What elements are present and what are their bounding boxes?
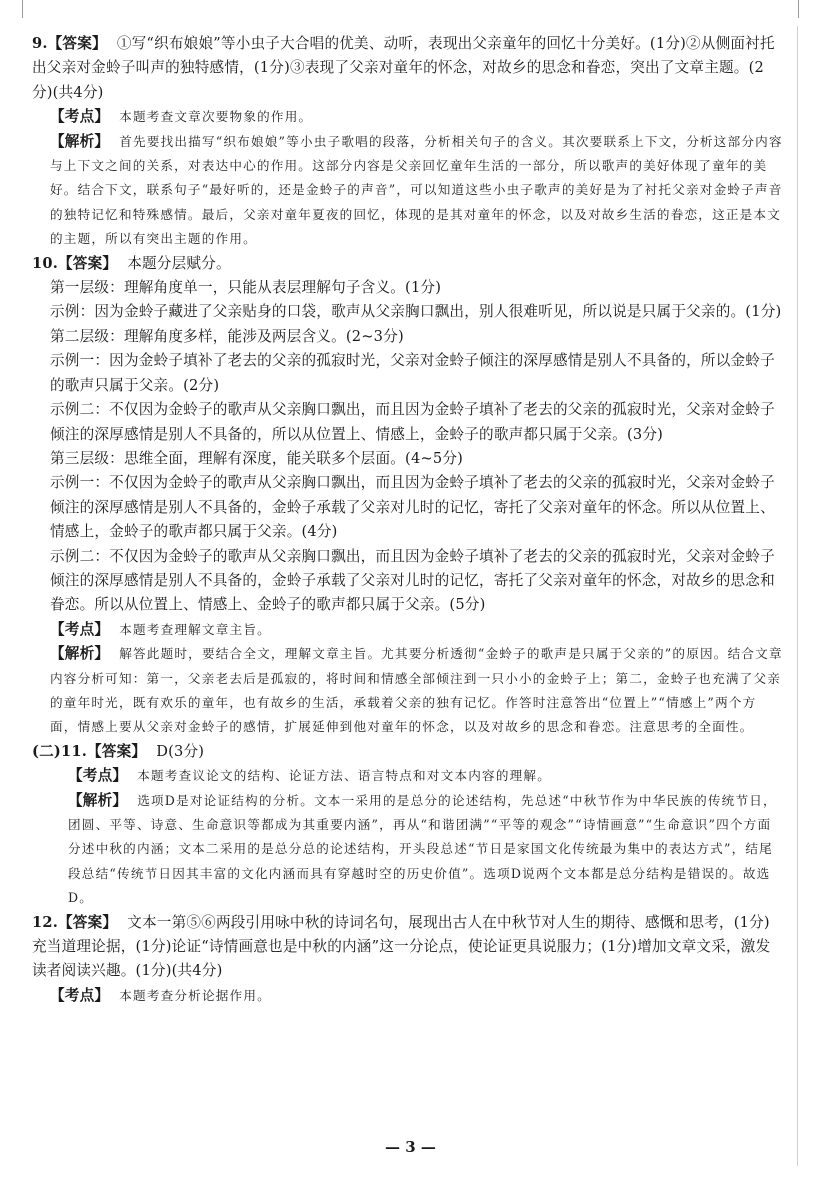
section-tag: 【答案】 [58, 254, 118, 272]
paragraph-text: 第三层级：思维全面，理解有深度，能关联多个层面。(4~5分) [50, 449, 464, 467]
paragraph-text: 本题考查议论文的结构、论证方法、语言特点和对文本内容的理解。 [137, 768, 551, 784]
paragraph [32, 618, 784, 642]
paragraph-text: 第一层级：理解角度单一，只能从表层理解句子含义。(1分) [50, 279, 442, 297]
paragraph-text: 示例二：不仅因为金蛉子的歌声从父亲胸口飘出，而且因为金蛉子填补了老去的父亲的孤寂时光，父亲对金蛉子倾注的深厚感情是别人不具备的，所以从位置上、情感上，金蛉子的歌声都只属于父亲。(3分) [50, 401, 775, 443]
paragraph-text: 解答此题时，要结合全文，理解文章主旨。尤其要分析透彻“金蛉子的歌声是只属于父亲的”的原因。结合文章内容分析可知：第一，父亲老去后是孤寂的，将时间和情感全部倾注到一只小小的金蛉子上；第二，金蛉子也充满了父亲的童年时光，既有欢乐的童年，也有故乡的生活，承载着父亲的独有记忆。作答时注意答出“位置上”“情感上”两个方面，情感上要从父亲对金蛉子的感情，扩展延伸到他对童年的怀念，以及对故乡的思念和眷恋。注意思考的全面性。 [50, 646, 783, 735]
paragraph-text: 选项D是对论证结构的分析。文本一采用的是总分的论述结构，先总述“中秋节作为中华民族的传统节日，团圆、平等、诗意、生命意识等都成为其重要内涵”，再从“和谐团满”“平等的观念”“诗情画意”“生命意识”四个方面分述中秋的内涵；文本二采用的是总分总的论述结构，开头段总述“节日是家国文化传统最为集中的表达方式”，结尾段总结“传统节日因其丰富的文化内涵而具有穿越时空的历史价值”。选项D说两个文本都是总分结构是错误的。故选D。 [68, 792, 777, 906]
section-tag: 【答案】 [87, 742, 147, 760]
section-tag: 【考点】 [50, 986, 110, 1004]
crop-mark-right [798, 0, 799, 18]
question-number: 9. [32, 35, 48, 52]
paragraph [32, 642, 784, 740]
paragraph-text: ①写“织布娘娘”等小虫子大合唱的优美、动听，表现出父亲童年的回忆十分美好。(1分)②从侧面衬托出父亲对金蛉子叫声的独特感情，(1分)③表现了父亲对童年的怀念，对故乡的思念和眷恋，突出了文章主题。(2分)(共4分) [32, 35, 775, 101]
paragraph-text: 示例一：不仅因为金蛉子的歌声从父亲胸口飘出，而且因为金蛉子填补了老去的父亲的孤寂时光，父亲对金蛉子倾注的深厚感情是别人不具备的，金蛉子承载了父亲对儿时的记忆，寄托了父亲对童年的怀念。所以从位置上、情感上，金蛉子的歌声都只属于父亲。(4分) [50, 474, 775, 541]
paragraph-text: 本题分层赋分。 [127, 254, 231, 272]
crop-mark-left [22, 0, 23, 18]
paragraph-text: 示例：因为金蛉子藏进了父亲贴身的口袋，歌声从父亲胸口飘出，别人很难听见，所以说是只属于父亲的。(1分) [50, 303, 782, 321]
paragraph [32, 276, 784, 300]
paragraph [32, 911, 784, 984]
paragraph [32, 349, 784, 398]
paragraph [32, 545, 784, 618]
paragraph [32, 764, 784, 788]
section-tag: 【考点】 [50, 108, 110, 126]
paragraph-text: 首先要找出描写“织布娘娘”等小虫子歌唱的段落，分析相关句子的含义。其次要联系上下文，分析这部分内容与上下文之间的关系，对表达中心的作用。这部分内容是父亲回忆童年生活的一部分，所以歌声的美好体现了童年的美好。结合下文，联系句子“最好听的，还是金蛉子的声音”，可以知道这些小虫子歌声的美好是为了衬托父亲对金蛉子声音的独特记忆和特殊感情。最后，父亲对童年夏夜的回忆，体现的是其对童年的怀念，以及对故乡生活的眷恋，这正是本文的主题，所以有突出主题的作用。 [50, 133, 783, 247]
paragraph [32, 325, 784, 349]
question-number: (二)11. [32, 742, 87, 760]
section-tag: 【考点】 [50, 620, 110, 638]
paragraph-text: 本题考查分析论据作用。 [119, 987, 271, 1003]
paragraph-text: 第二层级：理解角度多样，能涉及两层含义。(2~3分) [50, 327, 404, 345]
section-tag: 【考点】 [68, 767, 128, 785]
page-edge-rule [797, 26, 798, 1166]
page-number: — 3 — [385, 1138, 436, 1156]
section-tag: 【解析】 [50, 132, 110, 150]
paragraph-text: 本题考查文章次要物象的作用。 [119, 109, 313, 125]
paragraph [32, 130, 784, 252]
paragraph-text: 文本一第⑤⑥两段引用咏中秋的诗词名句，展现出古人在中秋节对人生的期待、感慨和思考，(1分)充当道理论据，(1分)论证“诗情画意也是中秋的内涵”这一分论点，使论证更具说服力；(1分)增加文章文采，激发读者阅读兴趣。(1分)(共4分) [32, 913, 771, 980]
paragraph-text: D(3分) [156, 742, 205, 760]
paragraph-text: 本题考查理解文章主旨。 [119, 621, 271, 637]
question-number: 10. [32, 254, 58, 272]
answer-content [32, 32, 784, 1008]
paragraph [32, 398, 784, 447]
section-tag: 【答案】 [47, 35, 107, 52]
paragraph [32, 789, 784, 911]
section-tag: 【解析】 [68, 791, 128, 809]
paragraph-text: 示例二：不仅因为金蛉子的歌声从父亲胸口飘出，而且因为金蛉子填补了老去的父亲的孤寂时光，父亲对金蛉子倾注的深厚感情是别人不具备的，金蛉子承载了父亲对儿时的记忆，寄托了父亲对童年的怀念，对故乡的思念和眷恋。所以从位置上、情感上、金蛉子的歌声都只属于父亲。(5分) [50, 547, 775, 614]
section-tag: 【解析】 [50, 645, 110, 663]
paragraph [32, 740, 784, 764]
section-tag: 【答案】 [58, 913, 118, 931]
question-number: 12. [32, 913, 58, 931]
paragraph [32, 447, 784, 471]
paragraph-text: 示例一：因为金蛉子填补了老去的父亲的孤寂时光，父亲对金蛉子倾注的深厚感情是别人不具备的，所以金蛉子的歌声只属于父亲。(2分) [50, 352, 775, 394]
paragraph [32, 300, 784, 324]
paragraph [32, 105, 784, 129]
paragraph [32, 252, 784, 276]
paragraph [32, 984, 784, 1008]
paragraph [32, 471, 784, 544]
paragraph [32, 32, 784, 105]
